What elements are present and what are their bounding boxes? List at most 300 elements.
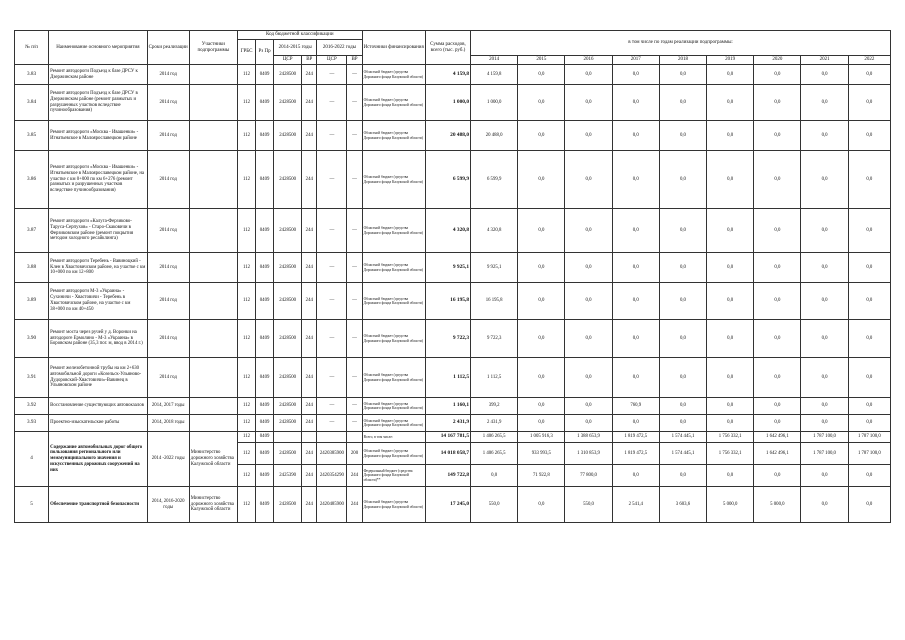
row-total: 14 167 781,5 bbox=[425, 432, 470, 443]
row-year-value: 1 756 332,1 bbox=[707, 432, 754, 443]
row-number: 3.84 bbox=[15, 85, 49, 121]
row-term: 2014 год bbox=[147, 320, 189, 358]
table-row bbox=[15, 253, 891, 283]
header-num: № п/п bbox=[15, 31, 49, 65]
row-number: 3.83 bbox=[15, 65, 49, 85]
header-by-years: в том числе по годам реализации подпрограммы: bbox=[471, 31, 891, 56]
header-year-2: 2016 bbox=[565, 56, 612, 65]
table-row bbox=[15, 432, 891, 443]
row-year-value: 0,0 bbox=[707, 121, 754, 151]
row-csr: 2428500 bbox=[274, 151, 302, 209]
row-vr: 244 bbox=[302, 465, 317, 487]
header-csr-b: ЦСР bbox=[317, 56, 347, 65]
row-csr: 2428500 bbox=[274, 121, 302, 151]
row-csr: 2428500 bbox=[274, 358, 302, 398]
row-participants bbox=[189, 85, 237, 121]
row-grbs: 112 bbox=[237, 415, 255, 432]
row-vr: 244 bbox=[302, 283, 317, 320]
header-vr-b: ВР bbox=[347, 56, 362, 65]
row-year-value: 0,0 bbox=[565, 320, 612, 358]
row-name: Содержание автомобильных дорог общего пользования регионального или межмуниципального значения и искусственных дорожных сооружений на них bbox=[49, 432, 147, 487]
row-vr2: — bbox=[347, 65, 362, 85]
row-year-value: 0,0 bbox=[659, 209, 706, 253]
row-year-value: 1 819 472,5 bbox=[612, 432, 659, 443]
header-year-3: 2017 bbox=[612, 56, 659, 65]
row-year-value: 0,0 bbox=[612, 465, 659, 487]
row-year-value: 0,0 bbox=[848, 320, 890, 358]
row-year-value: 1 787 100,0 bbox=[801, 443, 848, 465]
row-year-value: 0,0 bbox=[848, 253, 890, 283]
row-year-value: 0,0 bbox=[565, 415, 612, 432]
row-csr2: — bbox=[317, 253, 347, 283]
row-vr: 244 bbox=[302, 398, 317, 415]
row-year-value: 0,0 bbox=[754, 151, 801, 209]
header-years-a: 2014-2015 годы bbox=[274, 40, 317, 56]
header-vr-a: ВР bbox=[302, 56, 317, 65]
row-year-value: 0,0 bbox=[518, 85, 565, 121]
row-year-value: 0,0 bbox=[518, 358, 565, 398]
row-name: Ремонт автодороги «Калуга-Ферзиково-Таруса-Серпухов» - Старо-Скаковичи в Ферзиковском районе (ремонт покрытия методом холодного ресайклинга) bbox=[49, 209, 147, 253]
row-grbs: 112 bbox=[237, 85, 255, 121]
row-year-value: 0,0 bbox=[801, 358, 848, 398]
row-rzpr: 0409 bbox=[256, 65, 274, 85]
table-row bbox=[15, 358, 891, 398]
row-number: 3.93 bbox=[15, 415, 49, 432]
row-name: Обеспечение транспортной безопасности bbox=[49, 487, 147, 523]
row-year-value: 0,0 bbox=[754, 320, 801, 358]
row-rzpr: 0409 bbox=[256, 432, 274, 443]
row-term: 2014 год bbox=[147, 65, 189, 85]
row-year-value: 933 993,5 bbox=[518, 443, 565, 465]
row-year-value: 0,0 bbox=[518, 121, 565, 151]
row-year-value: 550,0 bbox=[565, 487, 612, 523]
row-number: 4 bbox=[15, 432, 49, 487]
row-csr: 2428500 bbox=[274, 65, 302, 85]
row-year-value: 1 787 100,0 bbox=[848, 443, 890, 465]
table-row bbox=[15, 209, 891, 253]
row-year-value: 0,0 bbox=[801, 253, 848, 283]
row-participants bbox=[189, 253, 237, 283]
row-grbs: 112 bbox=[237, 121, 255, 151]
row-year-value: 0,0 bbox=[612, 358, 659, 398]
row-year-value: 0,0 bbox=[754, 415, 801, 432]
row-total: 4 159,8 bbox=[425, 65, 470, 85]
row-year-value: 1 005 916,3 bbox=[518, 432, 565, 443]
row-year-value: 0,0 bbox=[612, 65, 659, 85]
row-year-value: 0,0 bbox=[801, 487, 848, 523]
row-year-value: 0,0 bbox=[754, 253, 801, 283]
row-vr: 244 bbox=[302, 443, 317, 465]
row-vr2: — bbox=[347, 151, 362, 209]
row-year-value: 9 722,3 bbox=[471, 320, 518, 358]
row-year-value: 399,2 bbox=[471, 398, 518, 415]
row-year-value: 0,0 bbox=[565, 358, 612, 398]
row-year-value: 0,0 bbox=[518, 151, 565, 209]
row-rzpr: 0409 bbox=[256, 121, 274, 151]
row-grbs: 112 bbox=[237, 283, 255, 320]
row-year-value: 0,0 bbox=[848, 85, 890, 121]
row-csr2: — bbox=[317, 320, 347, 358]
row-year-value: 0,0 bbox=[659, 85, 706, 121]
row-year-value: 5 000,0 bbox=[754, 487, 801, 523]
row-year-value: 0,0 bbox=[801, 151, 848, 209]
row-csr: 2428500 bbox=[274, 209, 302, 253]
row-total: 16 195,8 bbox=[425, 283, 470, 320]
header-csr-a: ЦСР bbox=[274, 56, 302, 65]
row-year-value: 3 603,6 bbox=[659, 487, 706, 523]
row-csr2: — bbox=[317, 121, 347, 151]
row-year-value: 0,0 bbox=[518, 283, 565, 320]
row-year-value: 0,0 bbox=[707, 465, 754, 487]
row-total: 9 925,1 bbox=[425, 253, 470, 283]
row-name: Ремонт автодороги М-3 «Украина» - Сухиничи - Хвастовичи - Теребень в Хвастовичском районе, на участке с км 38+000 по км 40+450 bbox=[49, 283, 147, 320]
header-year-0: 2014 bbox=[471, 56, 518, 65]
row-year-value: 0,0 bbox=[754, 283, 801, 320]
row-grbs: 112 bbox=[237, 487, 255, 523]
row-number: 3.87 bbox=[15, 209, 49, 253]
row-year-value: 0,0 bbox=[801, 209, 848, 253]
header-year-4: 2018 bbox=[659, 56, 706, 65]
header-year-7: 2021 bbox=[801, 56, 848, 65]
row-year-value: 0,0 bbox=[518, 253, 565, 283]
row-vr: 244 bbox=[302, 151, 317, 209]
row-vr: 244 bbox=[302, 85, 317, 121]
row-csr2: — bbox=[317, 283, 347, 320]
row-year-value: 1 756 332,1 bbox=[707, 443, 754, 465]
row-name: Ремонт автодороги «Москва - Ивашенки» - Игнатьевское в Малоярославецком районе, на участке с км 0+000 по км 6+276 (ремонт размытых и разрушенных участков вследствие пучинообразования) bbox=[49, 151, 147, 209]
row-year-value: 77 800,0 bbox=[565, 465, 612, 487]
row-year-value: 9 925,1 bbox=[471, 253, 518, 283]
row-year-value: 0,0 bbox=[612, 253, 659, 283]
row-vr: 244 bbox=[302, 358, 317, 398]
row-year-value: 0,0 bbox=[754, 209, 801, 253]
row-csr2: — bbox=[317, 358, 347, 398]
row-vr: 244 bbox=[302, 209, 317, 253]
row-rzpr: 0409 bbox=[256, 415, 274, 432]
row-rzpr: 0409 bbox=[256, 487, 274, 523]
row-total: 1 000,0 bbox=[425, 85, 470, 121]
row-total: 2 431,9 bbox=[425, 415, 470, 432]
row-participants: Министерство дорожного хозяйства Калужской области bbox=[189, 487, 237, 523]
row-term: 2014, 2017 годы bbox=[147, 398, 189, 415]
row-grbs: 112 bbox=[237, 65, 255, 85]
row-year-value: 0,0 bbox=[848, 358, 890, 398]
row-year-value: 0,0 bbox=[848, 209, 890, 253]
row-vr: 244 bbox=[302, 253, 317, 283]
row-year-value: 1 406 265,5 bbox=[471, 443, 518, 465]
row-year-value: 0,0 bbox=[659, 151, 706, 209]
row-year-value: 0,0 bbox=[659, 465, 706, 487]
row-grbs: 112 bbox=[237, 465, 255, 487]
header-year-5: 2019 bbox=[707, 56, 754, 65]
row-year-value: 550,0 bbox=[471, 487, 518, 523]
row-year-value: 0,0 bbox=[518, 487, 565, 523]
row-year-value: 0,0 bbox=[612, 151, 659, 209]
row-year-value: 760,9 bbox=[612, 398, 659, 415]
row-total: 1 160,1 bbox=[425, 398, 470, 415]
header-participants: Участники подпрограммы bbox=[189, 31, 237, 65]
row-csr: 2428500 bbox=[274, 415, 302, 432]
table-row bbox=[15, 320, 891, 358]
row-year-value: 0,0 bbox=[754, 65, 801, 85]
row-year-value: 0,0 bbox=[565, 253, 612, 283]
row-year-value: 71 922,8 bbox=[518, 465, 565, 487]
row-rzpr: 0409 bbox=[256, 253, 274, 283]
row-grbs: 112 bbox=[237, 398, 255, 415]
row-year-value: 0,0 bbox=[707, 65, 754, 85]
header-grbs: ГРБС bbox=[237, 40, 255, 65]
row-participants: Министерство дорожного хозяйства Калужской области bbox=[189, 432, 237, 487]
row-year-value: 1 787 100,0 bbox=[848, 432, 890, 443]
row-number: 3.86 bbox=[15, 151, 49, 209]
row-participants bbox=[189, 283, 237, 320]
row-csr2: 2420385900 bbox=[317, 443, 347, 465]
row-year-value: 0,0 bbox=[801, 320, 848, 358]
row-name: Восстановление существующих автовокзалов bbox=[49, 398, 147, 415]
row-year-value: 0,0 bbox=[848, 398, 890, 415]
row-total: 17 245,0 bbox=[425, 487, 470, 523]
row-name: Ремонт моста через ручей у д. Воронки на автодороге Ермолино - М-3 «Украина» в Боровском районе (35,3 пог. м, ввод в 2014 г.) bbox=[49, 320, 147, 358]
row-year-value: 1 310 853,9 bbox=[565, 443, 612, 465]
budget-table bbox=[14, 30, 891, 523]
header-years-b: 2016-2022 годы bbox=[317, 40, 362, 56]
row-total: 1 112,5 bbox=[425, 358, 470, 398]
row-source: Областной бюджет (средства Дорожного фонда Калужской области) bbox=[362, 121, 425, 151]
row-year-value: 0,0 bbox=[754, 398, 801, 415]
row-name: Проектно-изыскательские работы bbox=[49, 415, 147, 432]
row-rzpr: 0409 bbox=[256, 209, 274, 253]
row-year-value: 0,0 bbox=[801, 283, 848, 320]
row-grbs: 112 bbox=[237, 358, 255, 398]
row-year-value: 0,0 bbox=[518, 415, 565, 432]
row-year-value: 1 642 496,1 bbox=[754, 432, 801, 443]
row-year-value: 1 819 472,5 bbox=[612, 443, 659, 465]
row-term: 2014 год bbox=[147, 283, 189, 320]
row-year-value: 1 574 445,1 bbox=[659, 432, 706, 443]
row-year-value: 0,0 bbox=[612, 415, 659, 432]
row-rzpr: 0409 bbox=[256, 85, 274, 121]
row-participants bbox=[189, 415, 237, 432]
row-source: Областной бюджет (средства Дорожного фонда Калужской области) bbox=[362, 65, 425, 85]
row-number: 3.85 bbox=[15, 121, 49, 151]
row-year-value: 0,0 bbox=[707, 398, 754, 415]
table-row bbox=[15, 283, 891, 320]
row-vr: 244 bbox=[302, 65, 317, 85]
row-vr: 244 bbox=[302, 320, 317, 358]
row-term: 2014 год bbox=[147, 253, 189, 283]
row-vr bbox=[302, 432, 317, 443]
row-term: 2014 год bbox=[147, 209, 189, 253]
row-name: Ремонт автодороги Подъезд к базе ДРСУ к Дзержинском районе bbox=[49, 65, 147, 85]
row-year-value: 0,0 bbox=[659, 65, 706, 85]
row-year-value: 1 388 653,9 bbox=[565, 432, 612, 443]
row-year-value: 5 000,0 bbox=[707, 487, 754, 523]
row-name: Ремонт автодороги Теребень - Вавиноцкий - Клен в Хвастовичском районе, на участке с км 10+000 по км 12+800 bbox=[49, 253, 147, 283]
table-row bbox=[15, 65, 891, 85]
row-csr bbox=[274, 432, 302, 443]
row-total: 149 722,8 bbox=[425, 465, 470, 487]
row-csr: 2428500 bbox=[274, 320, 302, 358]
row-csr2 bbox=[317, 432, 347, 443]
row-year-value: 16 195,8 bbox=[471, 283, 518, 320]
row-term: 2014, 2018 годы bbox=[147, 415, 189, 432]
row-year-value: 0,0 bbox=[801, 398, 848, 415]
row-name: Ремонт автодороги «Москва - Ивашенки» - Игнатьевское в Малоярославецком районе bbox=[49, 121, 147, 151]
row-csr2: — bbox=[317, 415, 347, 432]
row-year-value: 0,0 bbox=[565, 85, 612, 121]
row-year-value: 1 574 445,1 bbox=[659, 443, 706, 465]
row-rzpr: 0409 bbox=[256, 283, 274, 320]
row-term: 2014 год bbox=[147, 151, 189, 209]
row-vr2: 244 bbox=[347, 465, 362, 487]
row-year-value: 0,0 bbox=[612, 85, 659, 121]
row-year-value: 0,0 bbox=[659, 398, 706, 415]
row-total: 4 320,8 bbox=[425, 209, 470, 253]
row-year-value: 0,0 bbox=[754, 465, 801, 487]
row-year-value: 0,0 bbox=[471, 465, 518, 487]
row-total: 6 599,9 bbox=[425, 151, 470, 209]
row-year-value: 0,0 bbox=[707, 415, 754, 432]
row-year-value: 0,0 bbox=[848, 415, 890, 432]
row-rzpr: 0409 bbox=[256, 443, 274, 465]
row-year-value: 1 000,0 bbox=[471, 85, 518, 121]
row-year-value: 0,0 bbox=[518, 65, 565, 85]
row-csr: 2425390 bbox=[274, 465, 302, 487]
row-year-value: 0,0 bbox=[848, 65, 890, 85]
row-year-value: 0,0 bbox=[707, 209, 754, 253]
row-term: 2014 год bbox=[147, 85, 189, 121]
row-source: Областной бюджет (средства Дорожного фонда Калужской области) bbox=[362, 398, 425, 415]
row-year-value: 0,0 bbox=[707, 85, 754, 121]
row-year-value: 0,0 bbox=[707, 320, 754, 358]
row-term: 2014 год bbox=[147, 121, 189, 151]
row-csr2: — bbox=[317, 85, 347, 121]
row-year-value: 0,0 bbox=[848, 121, 890, 151]
row-vr2: 244 bbox=[347, 487, 362, 523]
table-row bbox=[15, 487, 891, 523]
row-grbs: 112 bbox=[237, 443, 255, 465]
row-grbs: 112 bbox=[237, 253, 255, 283]
row-source: Областной бюджет (средства Дорожного фонда Калужской области) bbox=[362, 253, 425, 283]
row-participants bbox=[189, 209, 237, 253]
row-source: Областной бюджет (средства Дорожного фонда Калужской области) bbox=[362, 415, 425, 432]
row-year-value: 0,0 bbox=[848, 151, 890, 209]
row-year-value: 0,0 bbox=[518, 209, 565, 253]
row-total: 14 018 058,7 bbox=[425, 443, 470, 465]
row-csr2: 2420485900 bbox=[317, 487, 347, 523]
row-vr: 244 bbox=[302, 121, 317, 151]
row-source: Областной бюджет (средства Дорожного фонда Калужской области) bbox=[362, 209, 425, 253]
row-participants bbox=[189, 398, 237, 415]
row-year-value: 0,0 bbox=[659, 283, 706, 320]
row-csr2: — bbox=[317, 398, 347, 415]
row-participants bbox=[189, 358, 237, 398]
row-participants bbox=[189, 121, 237, 151]
row-csr: 2428500 bbox=[274, 283, 302, 320]
row-year-value: 0,0 bbox=[612, 121, 659, 151]
table-row bbox=[15, 151, 891, 209]
row-name: Ремонт железобетонной трубы на км 2+630 автомобильной дороги «Козельск-Ульяново-Дудоровский-Хвастовичи»-Вавинец в Ульяновском районе bbox=[49, 358, 147, 398]
row-vr2 bbox=[347, 432, 362, 443]
row-year-value: 0,0 bbox=[707, 253, 754, 283]
row-term: 2014, 2016-2020 годы bbox=[147, 487, 189, 523]
row-year-value: 0,0 bbox=[612, 320, 659, 358]
row-vr2: — bbox=[347, 358, 362, 398]
row-year-value: 0,0 bbox=[754, 85, 801, 121]
row-year-value: 4 159,8 bbox=[471, 65, 518, 85]
row-year-value: 2 431,9 bbox=[471, 415, 518, 432]
row-year-value: 0,0 bbox=[848, 465, 890, 487]
row-vr2: — bbox=[347, 85, 362, 121]
row-year-value: 0,0 bbox=[707, 283, 754, 320]
row-csr: 2428500 bbox=[274, 253, 302, 283]
row-source: Областной бюджет (средства Дорожного фонда Калужской области) bbox=[362, 85, 425, 121]
row-year-value: 0,0 bbox=[565, 283, 612, 320]
row-participants bbox=[189, 320, 237, 358]
row-year-value: 1 406 265,5 bbox=[471, 432, 518, 443]
row-year-value: 0,0 bbox=[659, 415, 706, 432]
row-rzpr: 0409 bbox=[256, 465, 274, 487]
row-year-value: 0,0 bbox=[612, 283, 659, 320]
row-year-value: 0,0 bbox=[801, 121, 848, 151]
row-csr2: — bbox=[317, 209, 347, 253]
row-year-value: 0,0 bbox=[848, 283, 890, 320]
row-year-value: 0,0 bbox=[518, 320, 565, 358]
row-year-value: 0,0 bbox=[659, 121, 706, 151]
row-vr2: — bbox=[347, 415, 362, 432]
header-term: Сроки реализации bbox=[147, 31, 189, 65]
row-source: Областной бюджет (средства Дорожного фонда Калужской области) bbox=[362, 151, 425, 209]
row-participants bbox=[189, 151, 237, 209]
row-rzpr: 0409 bbox=[256, 320, 274, 358]
row-vr2: 200 bbox=[347, 443, 362, 465]
row-rzpr: 0409 bbox=[256, 358, 274, 398]
row-year-value: 2 541,4 bbox=[612, 487, 659, 523]
row-year-value: 0,0 bbox=[801, 415, 848, 432]
row-year-value: 6 599,9 bbox=[471, 151, 518, 209]
row-number: 3.90 bbox=[15, 320, 49, 358]
row-source: Областной бюджет (средства Дорожного фонда Калужской области) bbox=[362, 443, 425, 465]
row-year-value: 0,0 bbox=[754, 358, 801, 398]
row-year-value: 0,0 bbox=[565, 209, 612, 253]
row-source: Областной бюджет (средства Дорожного фонда Калужской области) bbox=[362, 358, 425, 398]
row-total: 20 488,0 bbox=[425, 121, 470, 151]
row-csr: 2428500 bbox=[274, 443, 302, 465]
table-row bbox=[15, 398, 891, 415]
row-rzpr: 0409 bbox=[256, 398, 274, 415]
header-rzpr: Рз Пр bbox=[256, 40, 274, 65]
row-csr2: — bbox=[317, 65, 347, 85]
row-year-value: 0,0 bbox=[801, 65, 848, 85]
row-grbs: 112 bbox=[237, 151, 255, 209]
header-budget-code: Код бюджетной классификации bbox=[237, 31, 362, 40]
row-source: Областной бюджет (средства Дорожного фонда Калужской области) bbox=[362, 320, 425, 358]
row-vr: 244 bbox=[302, 415, 317, 432]
row-vr2: — bbox=[347, 121, 362, 151]
row-year-value: 0,0 bbox=[707, 151, 754, 209]
header-year-1: 2015 bbox=[518, 56, 565, 65]
row-year-value: 0,0 bbox=[659, 358, 706, 398]
row-year-value: 0,0 bbox=[565, 121, 612, 151]
row-total: 9 722,3 bbox=[425, 320, 470, 358]
row-year-value: 1 787 100,0 bbox=[801, 432, 848, 443]
row-csr2: 2420354290 bbox=[317, 465, 347, 487]
row-source: Всего, в том числе: bbox=[362, 432, 425, 443]
row-year-value: 0,0 bbox=[754, 121, 801, 151]
row-year-value: 1 112,5 bbox=[471, 358, 518, 398]
table-row bbox=[15, 121, 891, 151]
row-participants bbox=[189, 65, 237, 85]
